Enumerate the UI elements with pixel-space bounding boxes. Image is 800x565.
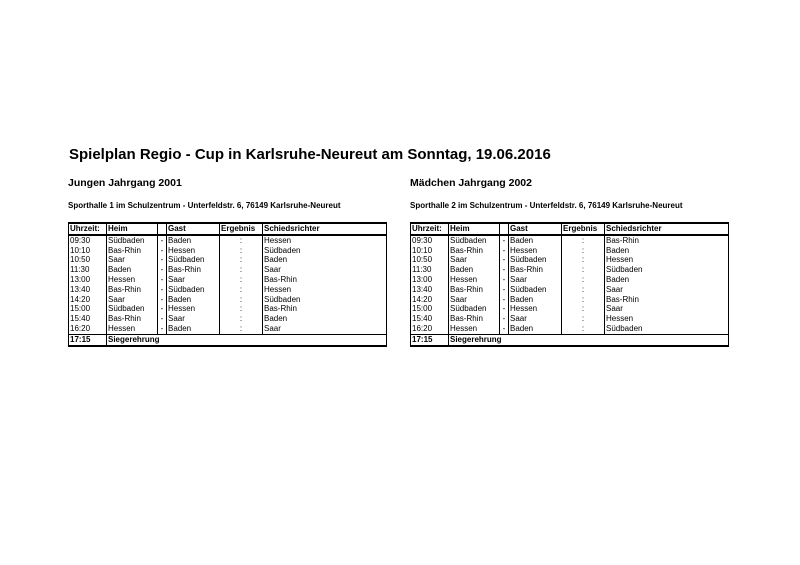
table-row <box>411 314 729 324</box>
cell-result: : <box>220 246 263 256</box>
header-home: Heim <box>107 223 158 235</box>
cell-guest: Baden <box>167 324 220 334</box>
cell-guest: Saar <box>167 275 220 285</box>
table-row <box>69 246 387 256</box>
cell-guest: Hessen <box>509 246 562 256</box>
table-row <box>69 255 387 265</box>
venue-info: Sporthalle 1 im Schulzentrum - Unterfeldstr. 6, 76149 Karlsruhe-Neureut <box>68 201 341 210</box>
ceremony-label: Siegerehrung <box>449 334 729 345</box>
table-header-row <box>411 223 729 235</box>
cell-home: Hessen <box>449 275 500 285</box>
cell-home: Südbaden <box>107 235 158 246</box>
header-time: Uhrzeit: <box>411 223 449 235</box>
cell-guest: Baden <box>509 235 562 246</box>
cell-time: 10:50 <box>411 255 449 265</box>
cell-home: Hessen <box>449 324 500 334</box>
cell-result: : <box>562 255 605 265</box>
table-row <box>69 295 387 305</box>
cell-referee: Bas-Rhin <box>605 235 729 246</box>
cell-home: Südbaden <box>107 304 158 314</box>
cell-time: 13:00 <box>411 275 449 285</box>
cell-guest: Saar <box>167 314 220 324</box>
group-title: Jungen Jahrgang 2001 <box>68 177 182 189</box>
cell-dash: - <box>500 255 509 265</box>
cell-dash: - <box>158 285 167 295</box>
cell-guest: Saar <box>509 314 562 324</box>
boys-schedule <box>68 176 386 347</box>
ceremony-time: 17:15 <box>69 334 107 345</box>
table-row <box>411 275 729 285</box>
table-row <box>411 285 729 295</box>
cell-guest: Bas-Rhin <box>509 265 562 275</box>
ceremony-row <box>69 334 387 345</box>
cell-result: : <box>220 235 263 246</box>
cell-referee: Saar <box>605 304 729 314</box>
cell-guest: Südbaden <box>167 255 220 265</box>
cell-dash: - <box>500 295 509 305</box>
table-row <box>69 324 387 334</box>
cell-dash: - <box>500 324 509 334</box>
header-result: Ergebnis <box>562 223 605 235</box>
cell-dash: - <box>158 295 167 305</box>
cell-result: : <box>220 285 263 295</box>
table-row <box>411 255 729 265</box>
cell-time: 14:20 <box>411 295 449 305</box>
cell-time: 11:30 <box>411 265 449 275</box>
cell-time: 13:40 <box>411 285 449 295</box>
cell-time: 10:10 <box>69 246 107 256</box>
cell-guest: Südbaden <box>167 285 220 295</box>
ceremony-time: 17:15 <box>411 334 449 345</box>
cell-home: Saar <box>107 295 158 305</box>
header-result: Ergebnis <box>220 223 263 235</box>
cell-time: 09:30 <box>69 235 107 246</box>
cell-home: Baden <box>449 265 500 275</box>
cell-referee: Bas-Rhin <box>263 304 387 314</box>
table-row <box>69 314 387 324</box>
cell-time: 14:20 <box>69 295 107 305</box>
header-home: Heim <box>449 223 500 235</box>
cell-home: Saar <box>449 295 500 305</box>
cell-home: Baden <box>107 265 158 275</box>
cell-dash: - <box>158 255 167 265</box>
cell-result: : <box>562 314 605 324</box>
table-row <box>411 304 729 314</box>
cell-referee: Hessen <box>263 285 387 295</box>
cell-home: Bas-Rhin <box>449 285 500 295</box>
cell-time: 09:30 <box>411 235 449 246</box>
header-guest: Gast <box>167 223 220 235</box>
cell-referee: Baden <box>263 314 387 324</box>
table-row <box>411 246 729 256</box>
page-title: Spielplan Regio - Cup in Karlsruhe-Neureut am Sonntag, 19.06.2016 <box>69 146 551 163</box>
table-header-row <box>69 223 387 235</box>
cell-referee: Bas-Rhin <box>605 295 729 305</box>
table-row <box>69 265 387 275</box>
cell-dash: - <box>500 235 509 246</box>
cell-referee: Südbaden <box>263 295 387 305</box>
cell-time: 15:40 <box>411 314 449 324</box>
cell-result: : <box>562 285 605 295</box>
cell-time: 15:00 <box>69 304 107 314</box>
cell-dash: - <box>158 304 167 314</box>
cell-referee: Hessen <box>605 314 729 324</box>
cell-dash: - <box>158 246 167 256</box>
cell-result: : <box>562 246 605 256</box>
cell-home: Bas-Rhin <box>449 246 500 256</box>
cell-result: : <box>220 324 263 334</box>
cell-time: 15:00 <box>411 304 449 314</box>
schedule-table <box>410 222 729 347</box>
cell-result: : <box>562 275 605 285</box>
cell-guest: Baden <box>509 295 562 305</box>
cell-referee: Südbaden <box>605 265 729 275</box>
cell-result: : <box>220 295 263 305</box>
table-row <box>69 304 387 314</box>
cell-result: : <box>562 265 605 275</box>
cell-result: : <box>562 304 605 314</box>
cell-referee: Südbaden <box>263 246 387 256</box>
cell-time: 15:40 <box>69 314 107 324</box>
cell-referee: Hessen <box>263 235 387 246</box>
table-row <box>411 295 729 305</box>
cell-referee: Saar <box>605 285 729 295</box>
header-time: Uhrzeit: <box>69 223 107 235</box>
cell-dash: - <box>158 235 167 246</box>
cell-referee: Bas-Rhin <box>263 275 387 285</box>
cell-result: : <box>220 265 263 275</box>
cell-guest: Südbaden <box>509 255 562 265</box>
cell-home: Bas-Rhin <box>449 314 500 324</box>
venue-info: Sporthalle 2 im Schulzentrum - Unterfeldstr. 6, 76149 Karlsruhe-Neureut <box>410 201 683 210</box>
cell-dash: - <box>500 304 509 314</box>
cell-result: : <box>220 304 263 314</box>
table-row <box>69 285 387 295</box>
header-referee: Schiedsrichter <box>605 223 729 235</box>
cell-home: Bas-Rhin <box>107 246 158 256</box>
cell-dash: - <box>500 285 509 295</box>
table-row <box>411 265 729 275</box>
table-row <box>411 235 729 246</box>
cell-dash: - <box>500 275 509 285</box>
cell-dash: - <box>158 265 167 275</box>
cell-home: Hessen <box>107 275 158 285</box>
cell-referee: Baden <box>605 246 729 256</box>
cell-dash: - <box>158 314 167 324</box>
ceremony-label: Siegerehrung <box>107 334 387 345</box>
cell-referee: Saar <box>263 265 387 275</box>
cell-time: 10:10 <box>411 246 449 256</box>
cell-guest: Baden <box>167 295 220 305</box>
cell-home: Saar <box>107 255 158 265</box>
cell-time: 11:30 <box>69 265 107 275</box>
cell-result: : <box>220 255 263 265</box>
cell-referee: Baden <box>263 255 387 265</box>
cell-home: Bas-Rhin <box>107 285 158 295</box>
cell-guest: Hessen <box>167 304 220 314</box>
cell-time: 13:00 <box>69 275 107 285</box>
cell-time: 13:40 <box>69 285 107 295</box>
cell-home: Hessen <box>107 324 158 334</box>
cell-result: : <box>562 235 605 246</box>
table-row <box>411 324 729 334</box>
cell-time: 10:50 <box>69 255 107 265</box>
cell-result: : <box>220 275 263 285</box>
cell-guest: Bas-Rhin <box>167 265 220 275</box>
girls-schedule <box>410 176 728 347</box>
table-row <box>69 235 387 246</box>
cell-dash: - <box>500 314 509 324</box>
header-referee: Schiedsrichter <box>263 223 387 235</box>
cell-dash: - <box>158 275 167 285</box>
cell-referee: Südbaden <box>605 324 729 334</box>
table-row <box>69 275 387 285</box>
cell-result: : <box>220 314 263 324</box>
cell-home: Südbaden <box>449 304 500 314</box>
cell-guest: Südbaden <box>509 285 562 295</box>
cell-guest: Baden <box>167 235 220 246</box>
header-dash <box>158 223 167 235</box>
schedule-table <box>68 222 387 347</box>
cell-time: 16:20 <box>69 324 107 334</box>
cell-home: Bas-Rhin <box>107 314 158 324</box>
cell-result: : <box>562 324 605 334</box>
cell-guest: Hessen <box>509 304 562 314</box>
cell-time: 16:20 <box>411 324 449 334</box>
cell-dash: - <box>500 265 509 275</box>
cell-result: : <box>562 295 605 305</box>
cell-home: Südbaden <box>449 235 500 246</box>
ceremony-row <box>411 334 729 345</box>
cell-guest: Saar <box>509 275 562 285</box>
cell-home: Saar <box>449 255 500 265</box>
cell-dash: - <box>500 246 509 256</box>
header-guest: Gast <box>509 223 562 235</box>
header-dash <box>500 223 509 235</box>
cell-dash: - <box>158 324 167 334</box>
cell-guest: Hessen <box>167 246 220 256</box>
cell-guest: Baden <box>509 324 562 334</box>
cell-referee: Hessen <box>605 255 729 265</box>
group-title: Mädchen Jahrgang 2002 <box>410 177 532 189</box>
cell-referee: Baden <box>605 275 729 285</box>
cell-referee: Saar <box>263 324 387 334</box>
